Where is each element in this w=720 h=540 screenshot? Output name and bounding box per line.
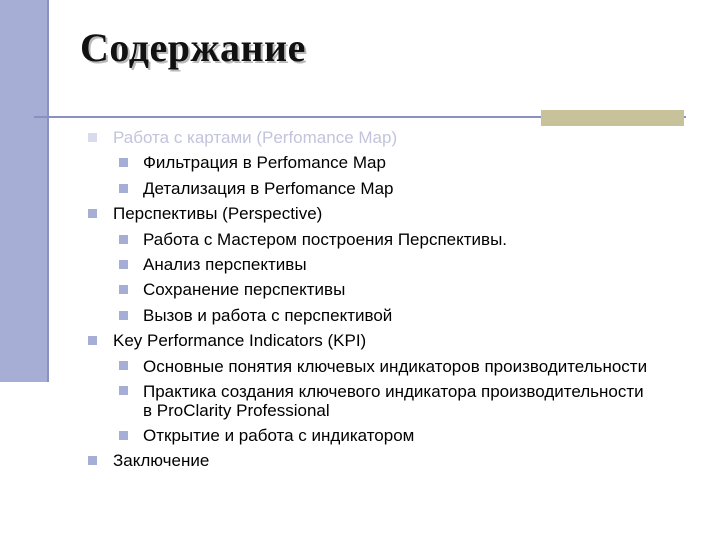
accent-block [541, 110, 684, 126]
outline-item-label: Практика создания ключевого индикатора производительности в ProClarity Professional [143, 381, 644, 420]
outline-subitem-drilldown[interactable] [88, 176, 648, 201]
outline-subitem-open-work[interactable] [88, 303, 648, 328]
outline-item-label: Перспективы (Perspective) [113, 204, 323, 224]
outline-item-label: Вызов и работа с перспективой [143, 305, 393, 325]
contents-outline [88, 125, 648, 473]
outline-subitem-saving[interactable] [88, 277, 648, 302]
square-bullet-icon [119, 260, 128, 269]
outline-subitem-open-indicator[interactable] [88, 423, 648, 448]
outline-item-label: Сохранение перспективы [143, 280, 346, 300]
square-bullet-icon [119, 311, 128, 320]
outline-item-label: Работа с Мастером построения Перспективы. [143, 229, 508, 249]
square-bullet-icon [119, 184, 128, 193]
outline-item-label: Key Performance Indicators (KPI) [113, 331, 367, 351]
outline-subitem-wizard[interactable] [88, 227, 648, 252]
left-decorative-bar [0, 0, 49, 382]
square-bullet-icon [88, 336, 97, 345]
outline-item-label: Анализ перспективы [143, 255, 307, 275]
outline-item-label: Основные понятия ключевых индикаторов производительности [143, 356, 648, 376]
square-bullet-icon [88, 133, 97, 142]
outline-subitem-filtering[interactable] [88, 150, 648, 175]
outline-item-kpi[interactable] [88, 328, 648, 353]
outline-item-performance-map[interactable] [88, 125, 648, 150]
square-bullet-icon [119, 431, 128, 440]
square-bullet-icon [119, 235, 128, 244]
outline-item-label: Фильтрация в Perfomance Map [143, 153, 386, 173]
outline-subitem-kpi-concepts[interactable] [88, 354, 648, 379]
square-bullet-icon [119, 158, 128, 167]
outline-item-perspective[interactable] [88, 201, 648, 226]
outline-subitem-analysis[interactable] [88, 252, 648, 277]
outline-item-label: Заключение [113, 451, 210, 471]
square-bullet-icon [88, 456, 97, 465]
outline-item-conclusion[interactable] [88, 448, 648, 473]
outline-item-label: Работа с картами (Perfomance Map) [113, 128, 398, 147]
outline-subitem-kpi-practice[interactable] [88, 379, 648, 423]
slide-title: Содержание [80, 25, 306, 70]
outline-item-label: Открытие и работа с индикатором [143, 425, 415, 445]
outline-item-label: Детализация в Perfomance Map [143, 178, 394, 198]
square-bullet-icon [119, 386, 128, 395]
square-bullet-icon [119, 285, 128, 294]
square-bullet-icon [88, 209, 97, 218]
square-bullet-icon [119, 361, 128, 370]
